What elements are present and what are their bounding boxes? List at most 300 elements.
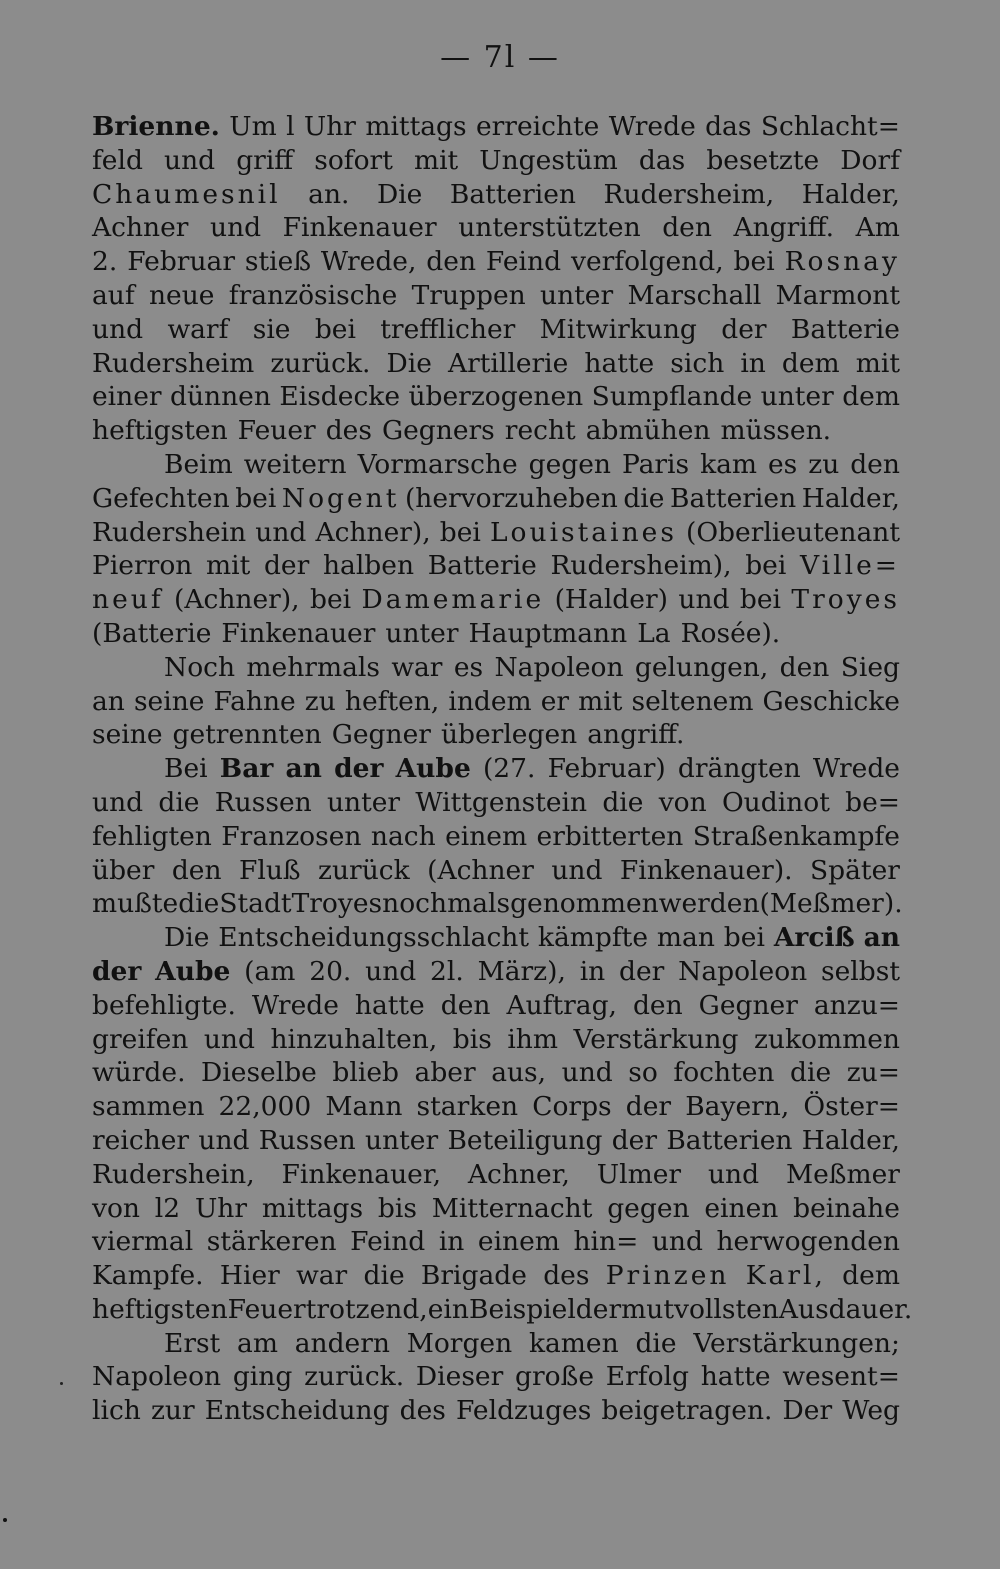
word: nochmals (382, 888, 511, 920)
word: hatte (354, 989, 425, 1021)
word: einem (445, 820, 528, 852)
word: fehligten (92, 820, 212, 852)
word: (Halder) (554, 584, 668, 616)
word: bei (310, 584, 352, 616)
word: Feuer (237, 415, 316, 447)
word: überlegen (440, 719, 578, 751)
word: Achner), (315, 516, 431, 548)
word: zu= (846, 1057, 900, 1089)
word: des (399, 1395, 446, 1427)
word: getrennten (172, 719, 322, 751)
word: Finkenauer). (619, 854, 793, 886)
word: die (790, 1057, 832, 1089)
word: hatte (700, 1361, 771, 1393)
word: bis (377, 1192, 417, 1224)
word: von (92, 1192, 140, 1224)
word: Dieselbe (201, 1057, 317, 1089)
word: 2. (92, 246, 118, 278)
word: besetzte (706, 144, 820, 176)
word: an (863, 922, 900, 954)
word: bei (733, 246, 775, 278)
word: französische (228, 279, 398, 311)
word: Marmont (775, 279, 900, 311)
word: verfolgend, (570, 246, 724, 278)
word: würde. (92, 1057, 186, 1089)
word: Pierron (92, 550, 193, 582)
text-line (92, 380, 900, 414)
word: der (625, 1091, 672, 1123)
word: an (92, 685, 125, 717)
word: und (210, 212, 262, 244)
word: Russen (214, 786, 312, 818)
word: indem (448, 685, 532, 717)
text-line (92, 414, 900, 448)
word: Fahne (213, 685, 296, 717)
word: 20. (309, 955, 352, 987)
word: mußte (92, 888, 179, 920)
word: er (540, 685, 570, 717)
word: zur (150, 1395, 195, 1427)
word: den (850, 448, 900, 480)
word: der (619, 955, 665, 987)
text-line (92, 1192, 900, 1226)
word: unter (540, 279, 614, 311)
word: Aube (155, 955, 231, 987)
word: beigetragen. (601, 1395, 773, 1427)
word: Sumpflande (591, 381, 753, 413)
word: Hauptmann (468, 617, 628, 649)
word: aus, (491, 1057, 547, 1089)
word: Napoleon (494, 651, 624, 683)
word: sie (252, 313, 291, 345)
word: mit (578, 685, 623, 717)
word: Rudersheim, (603, 178, 775, 210)
word: Der (782, 1395, 833, 1427)
word: hin= (573, 1226, 639, 1258)
word: heftigsten (92, 1293, 228, 1325)
word: war (296, 1260, 348, 1292)
word: Stadt (219, 888, 292, 920)
word: des (543, 1260, 590, 1292)
word: Artillerie (447, 347, 569, 379)
word: Mitternacht (431, 1192, 593, 1224)
word: Ungestüm (479, 144, 618, 176)
word: die (158, 786, 200, 818)
word: mit (206, 550, 251, 582)
word: halben (322, 550, 415, 582)
word: die (363, 1260, 405, 1292)
word: Wittgenstein (415, 786, 588, 818)
word: Erfolg (605, 1361, 689, 1393)
word: (am (244, 955, 296, 987)
word: ging (232, 1361, 293, 1393)
word: und (365, 955, 417, 987)
scan-speck (60, 1382, 63, 1385)
word: Batterie (790, 313, 900, 345)
word: trotzend, (305, 1293, 428, 1325)
word: Corps (532, 1091, 612, 1123)
word: Batterien (449, 178, 576, 210)
word: Die (386, 347, 432, 379)
text-line (92, 448, 900, 482)
word: Auftrag, (506, 989, 617, 1021)
word: aber (414, 1057, 476, 1089)
text-line (92, 1293, 913, 1327)
word: in (740, 347, 766, 379)
word: l2 (154, 1192, 181, 1224)
word: der (334, 753, 384, 785)
word: greifen (92, 1023, 189, 1055)
word: seine (92, 719, 163, 751)
word: das (705, 111, 752, 142)
word: Schlacht= (760, 111, 900, 142)
word: Marschall (627, 279, 762, 311)
word: Verstärkung (573, 1023, 739, 1055)
word: Bar (219, 753, 274, 785)
text-line (92, 211, 900, 245)
word: ihm (507, 1023, 558, 1055)
word: Louistaines (489, 516, 677, 548)
word: der (263, 550, 310, 582)
word: La (637, 617, 671, 649)
word: Die (164, 922, 210, 954)
word: Wrede (812, 753, 900, 785)
word: Oudinot (721, 786, 830, 818)
word: recht (504, 415, 576, 447)
text-line (92, 1158, 900, 1192)
word: hatte (584, 347, 655, 379)
word: erbitterten (536, 820, 684, 852)
word: einen (704, 1192, 779, 1224)
word: in (579, 955, 606, 987)
word: Rudersheim (92, 347, 255, 379)
text-line (92, 921, 900, 955)
word: zurück. (304, 1361, 405, 1393)
word: Rudershein, (92, 1158, 255, 1190)
word: und (203, 1023, 255, 1055)
word: neue (148, 279, 215, 311)
word: Fluß (238, 854, 301, 886)
word: unter (385, 617, 459, 649)
word: 2l. (430, 955, 464, 987)
word: die (602, 786, 644, 818)
word: Februar (127, 246, 235, 278)
text-line (92, 887, 903, 921)
word: des (325, 415, 372, 447)
word: in (438, 1226, 465, 1258)
word: Finkenauer (221, 617, 376, 649)
word: der (611, 1124, 658, 1156)
word: Ulmer (596, 1158, 682, 1190)
word: den (632, 989, 683, 1021)
word: und (198, 1124, 250, 1156)
word: Wrede (608, 111, 696, 142)
word: (27. (482, 753, 536, 785)
word: Troyes (291, 888, 383, 920)
text-line (92, 516, 900, 550)
word: Weg (842, 1395, 900, 1427)
word: einer (92, 381, 162, 413)
word: auf (92, 279, 135, 311)
word: Meßmer (785, 1158, 900, 1190)
text-line (92, 989, 900, 1023)
text-line (92, 1225, 900, 1259)
word: große (515, 1361, 595, 1393)
word: Eisdecke (279, 381, 401, 413)
word: l (286, 111, 295, 142)
text-line (92, 718, 900, 752)
text-line (92, 245, 900, 279)
page-number: — 7l — (440, 40, 560, 75)
word: unter (326, 786, 401, 818)
word: es (768, 448, 798, 480)
word: andern (294, 1327, 390, 1359)
word: mittags (365, 111, 467, 142)
word: heften, (344, 685, 440, 717)
text-line (92, 144, 900, 178)
word: Februar) (547, 753, 666, 785)
text-line (92, 1360, 900, 1394)
word: Entscheidung (204, 1395, 390, 1427)
scan-speck (3, 1518, 7, 1522)
word: den (779, 651, 830, 683)
word: Kampfe. (92, 1260, 204, 1292)
text-line (92, 1327, 900, 1361)
word: Brienne. (92, 111, 220, 142)
text-line (92, 1124, 900, 1158)
word: mehrmals (246, 651, 380, 683)
word: stieß (244, 246, 312, 278)
word: der (92, 955, 142, 987)
word: müssen. (720, 415, 832, 447)
word: Ausdauer. (778, 1293, 913, 1325)
word: man (656, 922, 715, 954)
word: (hervorzuheben (404, 482, 618, 514)
word: kämpfte (537, 922, 649, 954)
word: Halder, (801, 1124, 900, 1156)
word: griff (236, 144, 294, 176)
word: Vormarsche (357, 448, 518, 480)
word: (Achner), (174, 584, 300, 616)
word: Beispiel (468, 1293, 576, 1325)
word: die (623, 482, 665, 514)
word: mutvollsten (621, 1293, 779, 1325)
word: zu (304, 685, 336, 717)
word: bei (235, 482, 277, 514)
word: Finkenauer (282, 212, 437, 244)
word: Achner (92, 212, 189, 244)
word: Uhr (303, 111, 356, 142)
word: einem (477, 1226, 560, 1258)
word: bei (739, 584, 782, 616)
text-line (92, 955, 900, 989)
word: von (658, 786, 707, 818)
word: Batterien (666, 1124, 793, 1156)
word: drängten (677, 753, 801, 785)
word: Geschicke (762, 685, 900, 717)
word: Angriff. (733, 212, 835, 244)
word: starken (416, 1091, 519, 1123)
word: Hier (219, 1260, 280, 1292)
word: Karl, (745, 1260, 826, 1292)
word: der (575, 1293, 622, 1325)
word: Feind (350, 1226, 426, 1258)
word: warf (167, 313, 229, 345)
word: und (92, 786, 144, 818)
word: erreichte (475, 111, 600, 142)
word: beinahe (793, 1192, 900, 1224)
text-line (92, 820, 900, 854)
word: und (255, 516, 307, 548)
word: an. (308, 178, 350, 210)
word: Am (855, 212, 900, 244)
word: weitern (243, 448, 347, 480)
word: Aube (395, 753, 471, 785)
word: be= (845, 786, 900, 818)
word: Rudersheim), (550, 550, 732, 582)
text-line (92, 1090, 900, 1124)
word: herwogenden (716, 1226, 900, 1258)
word: März), (477, 955, 566, 987)
word: Um (229, 111, 277, 142)
word: gegen (528, 448, 611, 480)
word: dem (842, 1260, 900, 1292)
word: unter (365, 1124, 439, 1156)
word: nach (370, 820, 436, 852)
word: Achner, (467, 1158, 570, 1190)
word: 22,000 (218, 1091, 312, 1123)
word: bei (745, 550, 787, 582)
word: Mitwirkung (539, 313, 697, 345)
word: es (453, 651, 484, 683)
word: dünnen (170, 381, 271, 413)
word: stärkeren (206, 1226, 337, 1258)
word: war (391, 651, 443, 683)
word: Arciß (773, 922, 855, 954)
word: Erst (164, 1327, 221, 1359)
word: und (92, 313, 144, 345)
word: selbst (821, 955, 900, 987)
word: die (178, 888, 220, 920)
word: Bei (164, 753, 208, 785)
word: Beteiligung (447, 1124, 603, 1156)
word: neuf (92, 584, 164, 616)
text-line (92, 1023, 900, 1057)
word: zurück (318, 854, 410, 886)
word: mittags (261, 1192, 364, 1224)
word: den (171, 854, 222, 886)
text-line (92, 110, 900, 144)
word: so (628, 1057, 658, 1089)
word: Wrede, (320, 246, 417, 278)
word: Dorf (840, 144, 900, 176)
word: Paris (621, 448, 690, 480)
text-line (92, 583, 900, 617)
text-line (92, 178, 900, 212)
word: Gegner (698, 989, 798, 1021)
word: (Oberlieutenant (685, 516, 900, 548)
word: Russen (258, 1124, 356, 1156)
word: und (678, 584, 730, 616)
word: (Batterie (92, 617, 212, 649)
text-line (92, 617, 900, 651)
word: Troyes (791, 584, 900, 616)
word: Nogent (281, 482, 400, 514)
word: bei (439, 516, 481, 548)
word: gelungen, (634, 651, 769, 683)
text-line (92, 1394, 900, 1428)
word: Gegner (331, 719, 431, 751)
word: Bayern, (685, 1091, 790, 1123)
word: kamen (528, 1327, 619, 1359)
word: Feuer (227, 1293, 306, 1325)
word: Dieser (415, 1361, 504, 1393)
word: sofort (314, 144, 393, 176)
text-line (92, 549, 900, 583)
text-line (92, 347, 900, 381)
word: sammen (92, 1091, 205, 1123)
word: Halder, (801, 178, 900, 210)
document-body (92, 110, 913, 1428)
word: (Meßmer). (759, 888, 903, 920)
word: Damemarie (361, 584, 545, 616)
word: Später (810, 854, 900, 886)
word: Halder, (801, 482, 900, 514)
word: bei (723, 922, 765, 954)
word: reicher (92, 1124, 190, 1156)
word: Batterie (427, 550, 537, 582)
word: lich (92, 1395, 141, 1427)
word: angriff. (587, 719, 685, 751)
word: dem (781, 347, 840, 379)
word: an (285, 753, 322, 785)
word: zu (808, 448, 840, 480)
word: Morgen (406, 1327, 513, 1359)
word: sich (670, 347, 725, 379)
word: Sieg (840, 651, 900, 683)
word: Napoleon (678, 955, 808, 987)
word: dem (842, 381, 900, 413)
word: Batterien (670, 482, 797, 514)
word: befehligte. (92, 989, 236, 1021)
word: Entscheidungsschlacht (218, 922, 530, 954)
text-line (92, 752, 900, 786)
word: blieb (332, 1057, 399, 1089)
word: Rudershein (92, 516, 247, 548)
word: und (707, 1158, 760, 1190)
word: feld (92, 144, 143, 176)
text-line (92, 685, 900, 719)
word: Ville= (800, 550, 900, 582)
word: Rosnay (784, 246, 900, 278)
word: unter (760, 381, 834, 413)
word: der (721, 313, 767, 345)
word: über (92, 854, 155, 886)
word: Finkenauer, (281, 1158, 442, 1190)
word: und (651, 1226, 703, 1258)
word: am (237, 1327, 278, 1359)
word: wesent= (782, 1361, 900, 1393)
word: den (426, 246, 477, 278)
text-line (92, 279, 900, 313)
word: zukommen (753, 1023, 900, 1055)
word: bis (452, 1023, 492, 1055)
word: hinzuhalten, (270, 1023, 438, 1055)
word: seltenem (631, 685, 754, 717)
word: den (662, 212, 712, 244)
word: Straßenkampfe (692, 820, 900, 852)
word: Die (376, 178, 423, 210)
